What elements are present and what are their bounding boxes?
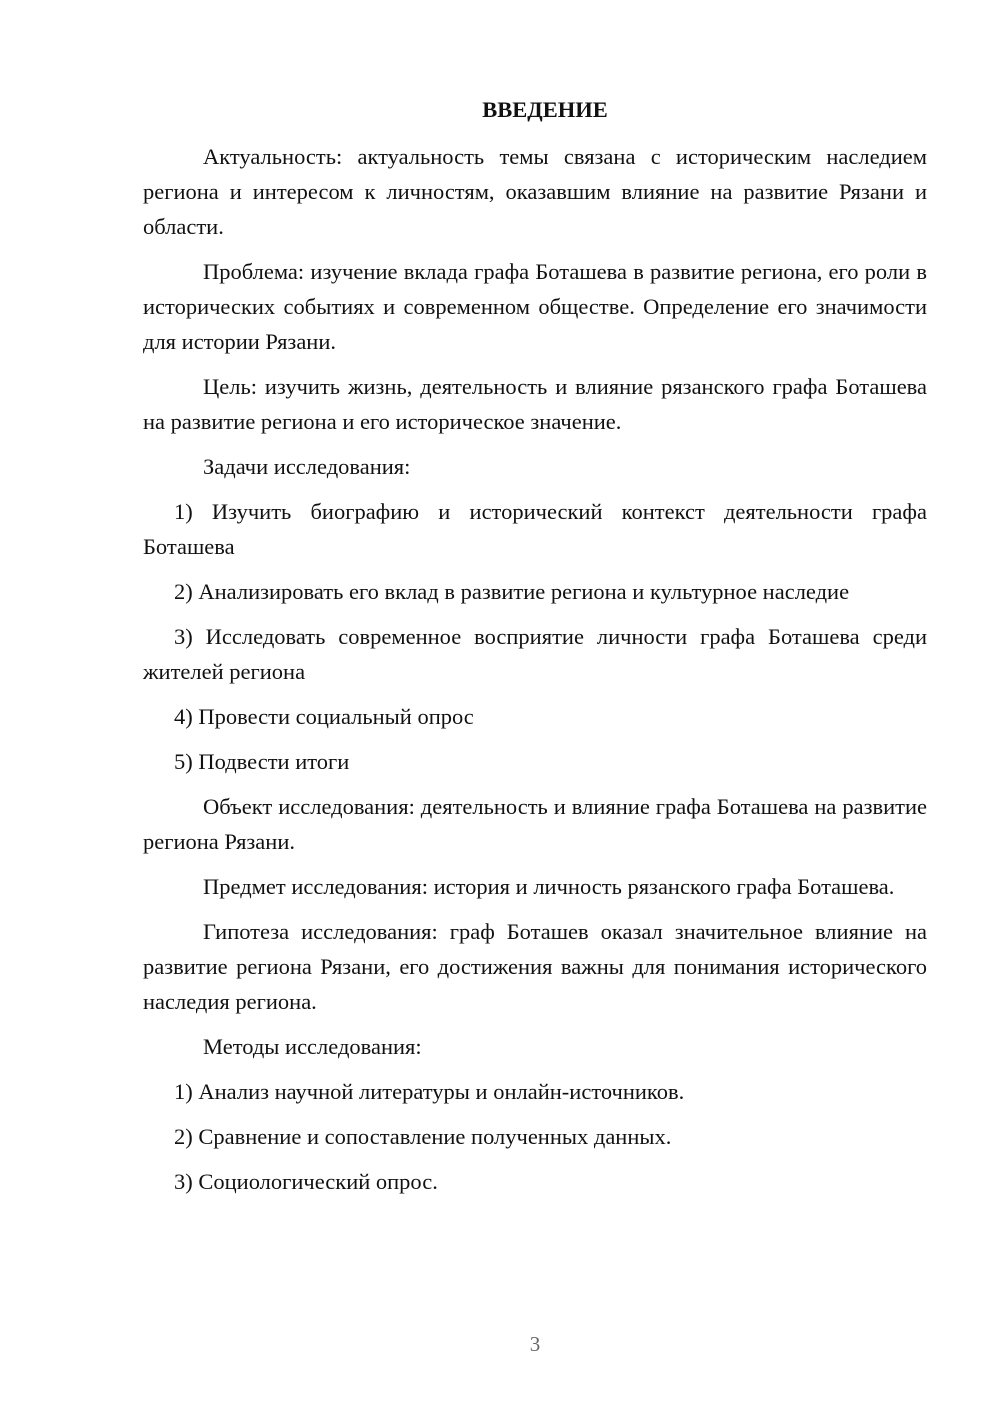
hypothesis-paragraph: Гипотеза исследования: граф Боташев оказал значительное влияние на развитие региона Рязани, его достижения важны для понимания исторического наследия региона. — [143, 919, 927, 1014]
goal-paragraph: Цель: изучить жизнь, деятельность и влияние рязанского графа Боташева на развитие региона и его историческое значение. — [143, 374, 927, 434]
method-item: 3) Социологический опрос. — [174, 1169, 438, 1194]
task-item: 1) Изучить биографию и исторический контекст деятельности графа Боташева — [143, 499, 927, 559]
section-title: ВВЕДЕНИЕ — [482, 97, 608, 122]
subject-paragraph: Предмет исследования: история и личность рязанского графа Боташева. — [203, 874, 895, 899]
method-item: 2) Сравнение и сопоставление полученных данных. — [174, 1124, 672, 1149]
relevance-paragraph: Актуальность: актуальность темы связана с историческим наследием региона и интересом к личностям, оказавшим влияние на развитие Рязани и области. — [143, 144, 927, 239]
page-content — [143, 92, 927, 1209]
task-item: 3) Исследовать современное восприятие личности графа Боташева среди жителей региона — [143, 624, 927, 684]
task-item: 5) Подвести итоги — [174, 749, 350, 774]
problem-paragraph: Проблема: изучение вклада графа Боташева в развитие региона, его роли в исторических событиях и современном обществе. Определение его значимости для истории Рязани. — [143, 259, 927, 354]
object-paragraph: Объект исследования: деятельность и влияние графа Боташева на развитие региона Рязани. — [143, 794, 927, 854]
methods-heading: Методы исследования: — [203, 1034, 422, 1059]
task-item: 2) Анализировать его вклад в развитие региона и культурное наследие — [174, 579, 850, 604]
method-item: 1) Анализ научной литературы и онлайн-источников. — [174, 1079, 685, 1104]
tasks-heading: Задачи исследования: — [203, 454, 411, 479]
page-number: 3 — [529, 1332, 541, 1356]
task-item: 4) Провести социальный опрос — [174, 704, 474, 729]
